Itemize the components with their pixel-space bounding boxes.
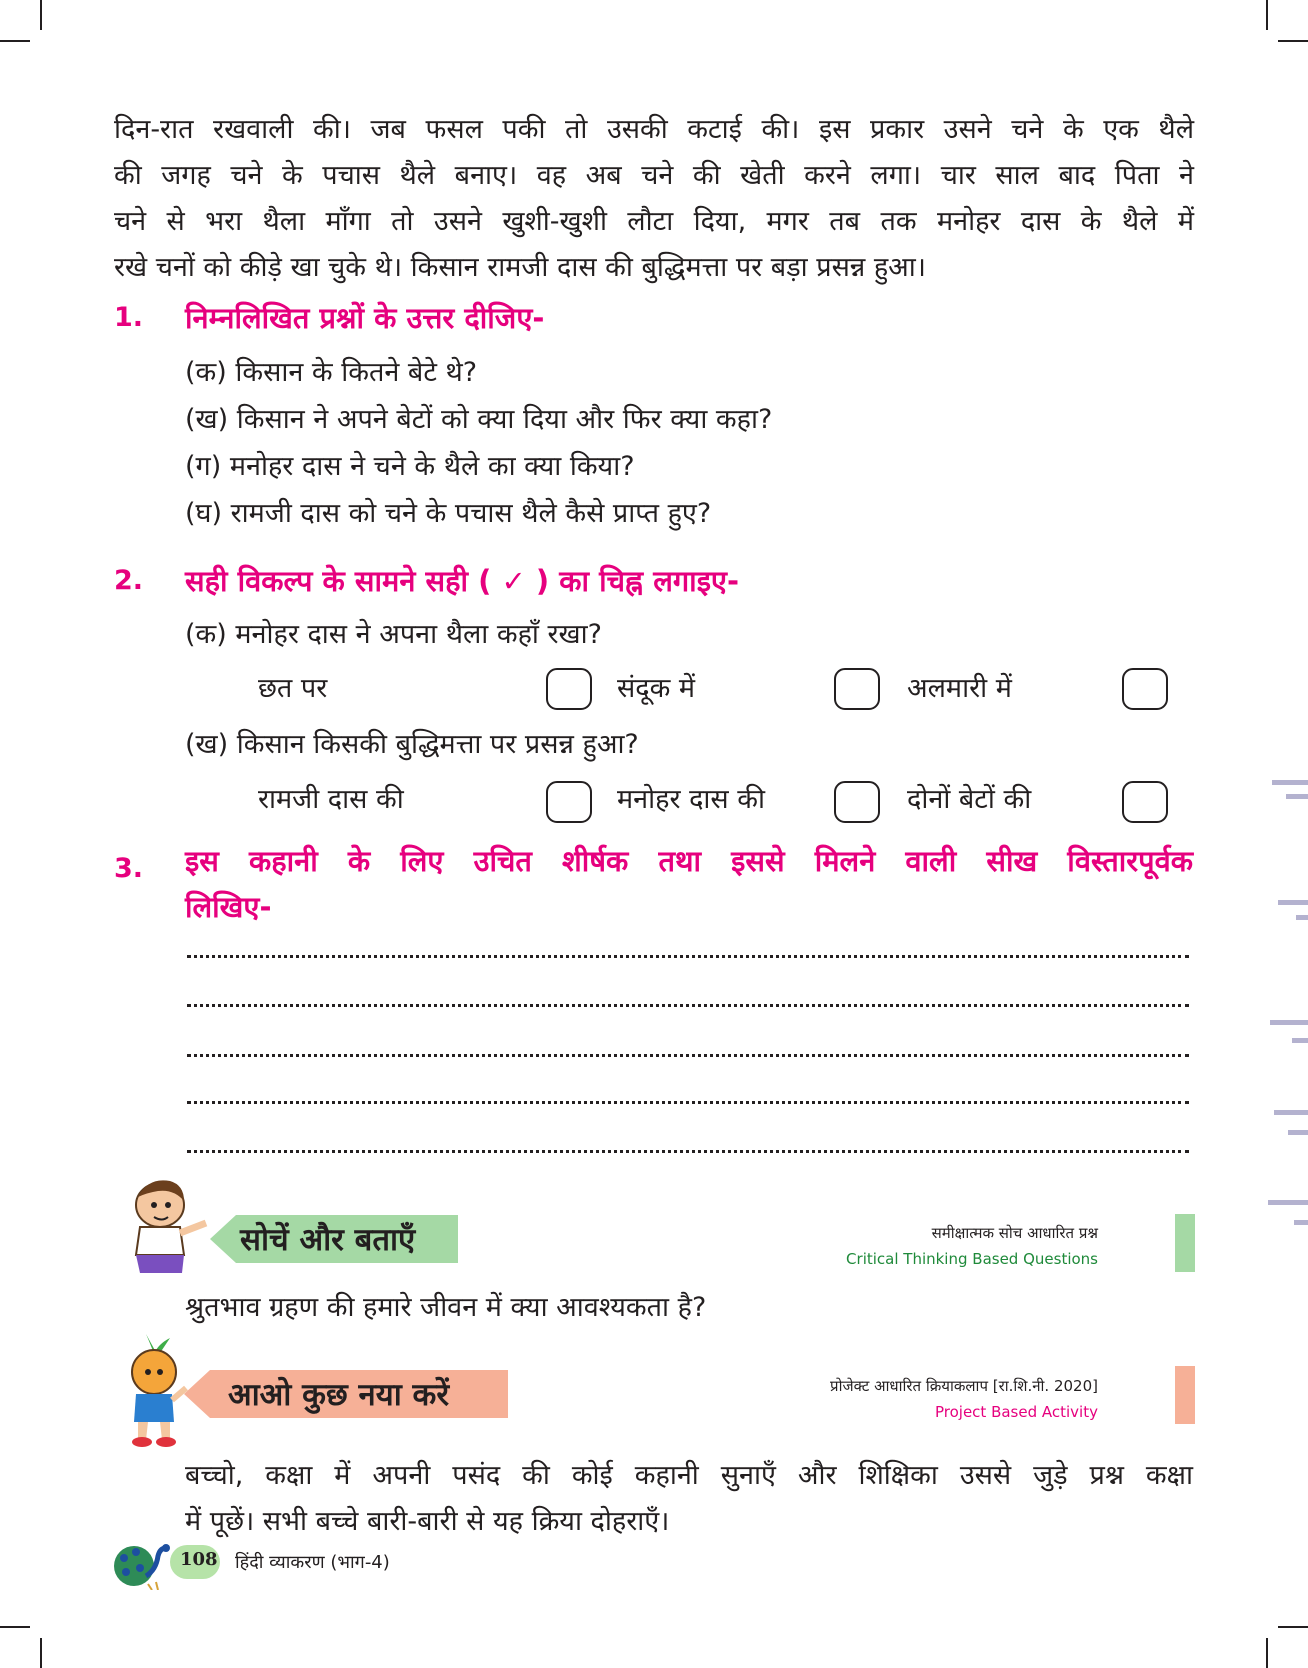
- checkbox[interactable]: [834, 668, 880, 710]
- think-title: सोचें और बताएँ: [240, 1222, 416, 1258]
- option-label: संदूक में: [617, 673, 696, 704]
- checkbox[interactable]: [1122, 781, 1168, 823]
- crop-mark: [1278, 40, 1308, 42]
- answer-line[interactable]: [187, 955, 1189, 958]
- book-title: हिंदी व्याकरण (भाग-4): [235, 1552, 390, 1573]
- project-banner: [184, 1370, 508, 1418]
- crop-mark: [1266, 0, 1268, 30]
- q1-number: 1.: [114, 302, 144, 333]
- crop-mark: [40, 0, 42, 30]
- q2-question: (ख) किसान किसकी बुद्धिमत्ता पर प्रसन्न हुआ?: [185, 729, 639, 760]
- tag-bar: [1175, 1214, 1195, 1272]
- tag-english: Project Based Activity: [934, 1403, 1098, 1421]
- critical-thinking-tag: [846, 1220, 1098, 1272]
- crop-mark: [0, 40, 30, 42]
- story-passage: [114, 107, 1194, 291]
- tag-bar: [1175, 1366, 1195, 1424]
- project-text: [185, 1453, 1193, 1545]
- checkbox[interactable]: [834, 781, 880, 823]
- option-label: मनोहर दास की: [617, 784, 765, 815]
- tag-hindi: समीक्षात्मक सोच आधारित प्रश्न: [931, 1224, 1098, 1242]
- answer-line[interactable]: [187, 1004, 1189, 1007]
- think-banner: [210, 1215, 458, 1263]
- q1-heading: निम्नलिखित प्रश्नों के उत्तर दीजिए-: [185, 301, 545, 335]
- project-line: बच्चो, कक्षा में अपनी पसंद की कोई कहानी सुनाएँ और शिक्षिका उससे जुड़े प्रश्न कक्षा: [185, 1460, 1193, 1491]
- option-label: दोनों बेटों की: [907, 784, 1032, 815]
- q1-item: (ख) किसान ने अपने बेटों को क्या दिया और फिर क्या कहा?: [185, 404, 773, 435]
- q2-heading: सही विकल्प के सामने सही ( ✓ ) का चिह्न लगाइए-: [185, 564, 740, 598]
- passage-line: की जगह चने के पचास थैले बनाए। वह अब चने की खेती करने लगा। चार साल बाद पिता ने: [114, 160, 1194, 191]
- option-label: रामजी दास की: [258, 784, 404, 815]
- tag-english: Critical Thinking Based Questions: [846, 1250, 1098, 1268]
- answer-line[interactable]: [187, 1054, 1189, 1057]
- q3-line: इस कहानी के लिए उचित शीर्षक तथा इससे मिलने वाली सीख विस्तारपूर्वक: [185, 844, 1193, 878]
- q1-item: (ग) मनोहर दास ने चने के थैले का क्या किया?: [185, 451, 635, 482]
- crop-mark: [0, 1626, 30, 1628]
- q1-item: (घ) रामजी दास को चने के पचास थैले कैसे प्राप्त हुए?: [185, 498, 712, 529]
- page-edge-decoration: [1258, 780, 1308, 1260]
- checkbox[interactable]: [546, 668, 592, 710]
- q3-number: 3.: [114, 853, 144, 884]
- project-title: आओ कुछ नया करें: [228, 1377, 450, 1413]
- q2-number: 2.: [114, 565, 144, 596]
- q3-heading: [185, 838, 1193, 930]
- checkbox[interactable]: [1122, 668, 1168, 710]
- passage-line: रखे चनों को कीड़े खा चुके थे। किसान रामजी दास की बुद्धिमत्ता पर बड़ा प्रसन्न हुआ।: [114, 252, 926, 283]
- page-number: 108: [180, 1549, 218, 1570]
- peacock-icon: [112, 1540, 178, 1590]
- crop-mark: [1266, 1638, 1268, 1668]
- girl-illustration: [118, 1330, 192, 1448]
- q3-line: लिखिए-: [185, 890, 272, 924]
- project-line: में पूछें। सभी बच्चे बारी-बारी से यह क्रिया दोहराएँ।: [185, 1506, 670, 1537]
- passage-line: दिन-रात रखवाली की। जब फसल पकी तो उसकी कटाई की। इस प्रकार उसने चने के एक थैले: [114, 114, 1194, 145]
- option-label: छत पर: [258, 673, 328, 704]
- answer-line[interactable]: [187, 1101, 1189, 1104]
- checkbox[interactable]: [546, 781, 592, 823]
- crop-mark: [1278, 1626, 1308, 1628]
- option-label: अलमारी में: [907, 673, 1012, 704]
- crop-mark: [40, 1638, 42, 1668]
- boy-illustration: [118, 1175, 214, 1275]
- tag-hindi: प्रोजेक्ट आधारित क्रियाकलाप [रा.शि.नी. 2020]: [830, 1377, 1098, 1395]
- answer-line[interactable]: [187, 1150, 1189, 1153]
- passage-line: चने से भरा थैला माँगा तो उसने खुशी-खुशी लौटा दिया, मगर तब तक मनोहर दास के थैले में: [114, 206, 1194, 237]
- q1-item: (क) किसान के कितने बेटे थे?: [185, 357, 478, 388]
- q2-question: (क) मनोहर दास ने अपना थैला कहाँ रखा?: [185, 619, 602, 650]
- project-tag: [830, 1373, 1098, 1425]
- think-question: श्रुतभाव ग्रहण की हमारे जीवन में क्या आवश्यकता है?: [185, 1292, 707, 1323]
